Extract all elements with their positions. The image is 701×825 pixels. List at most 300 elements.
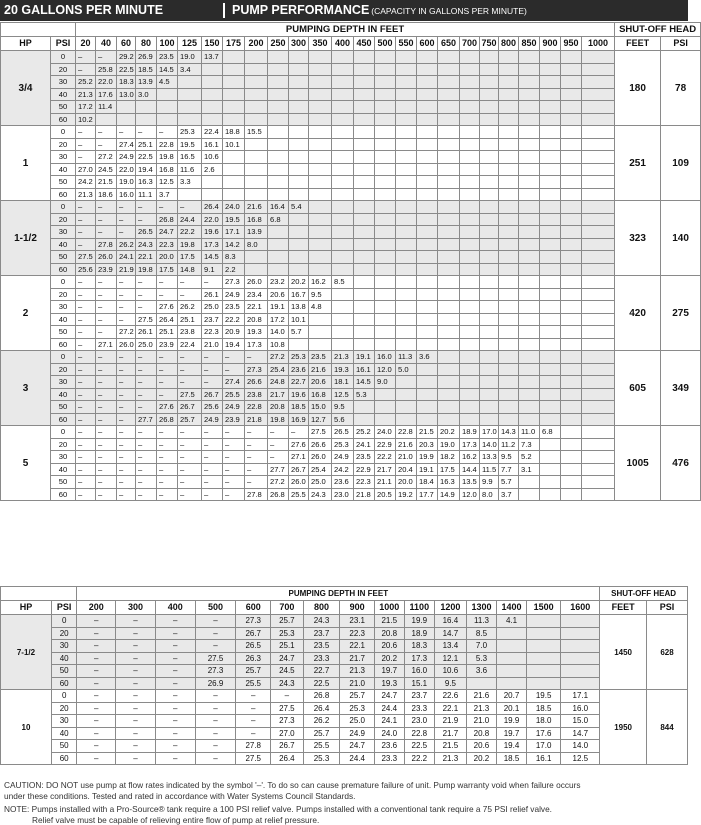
flow-cell <box>178 88 202 101</box>
flow-cell: 7.3 <box>519 438 540 451</box>
flow-cell <box>375 251 396 264</box>
flow-cell: 17.3 <box>460 438 480 451</box>
flow-cell <box>309 51 332 64</box>
flow-cell: 18.4 <box>417 476 438 489</box>
flow-cell <box>375 88 396 101</box>
flow-cell <box>561 251 582 264</box>
table-row <box>1 615 688 628</box>
flow-cell <box>417 238 438 251</box>
flow-cell: 26.0 <box>117 338 136 351</box>
flow-cell: – <box>202 363 223 376</box>
shut-off-psi-cell: 275 <box>661 276 701 351</box>
flow-cell <box>561 652 600 665</box>
flow-cell <box>561 363 582 376</box>
flow-cell: – <box>157 126 178 139</box>
flow-cell: – <box>223 363 245 376</box>
flow-cell <box>375 338 396 351</box>
table-row <box>1 88 701 101</box>
flow-cell: – <box>155 615 195 628</box>
flow-cell <box>499 251 519 264</box>
flow-cell <box>561 627 600 640</box>
flow-cell <box>519 288 540 301</box>
flow-cell: 27.8 <box>245 488 268 501</box>
flow-cell: – <box>155 627 195 640</box>
flow-cell <box>396 326 417 339</box>
flow-cell <box>354 263 375 276</box>
flow-cell <box>561 226 582 239</box>
flow-cell <box>268 138 289 151</box>
flow-cell <box>438 413 460 426</box>
flow-cell: – <box>76 313 96 326</box>
flow-cell: 10.6 <box>202 151 223 164</box>
flow-cell <box>519 326 540 339</box>
flow-cell <box>289 126 309 139</box>
flow-cell: 3.0 <box>136 88 157 101</box>
flow-cell: – <box>157 201 178 214</box>
flow-cell <box>354 313 375 326</box>
depth-header: 200 <box>77 601 116 615</box>
flow-cell: – <box>117 463 136 476</box>
flow-cell: 24.2 <box>332 463 354 476</box>
flow-cell <box>519 113 540 126</box>
flow-cell: 27.5 <box>136 313 157 326</box>
flow-cell <box>540 76 561 89</box>
flow-cell: – <box>202 488 223 501</box>
flow-cell: 20.2 <box>438 426 460 439</box>
flow-cell <box>499 188 519 201</box>
flow-cell <box>540 301 561 314</box>
flow-cell <box>561 301 582 314</box>
flow-cell <box>561 438 582 451</box>
psi-cell: 50 <box>51 101 76 114</box>
flow-cell: 14.5 <box>202 251 223 264</box>
flow-cell: 22.2 <box>223 313 245 326</box>
flow-cell: 27.0 <box>271 727 304 740</box>
flow-cell <box>354 276 375 289</box>
flow-cell: – <box>96 276 117 289</box>
flow-cell: 14.8 <box>178 263 202 276</box>
hp-cell: 7-1/2 <box>1 615 52 690</box>
flow-cell <box>460 313 480 326</box>
flow-cell <box>396 338 417 351</box>
shut-off-feet-cell: 180 <box>615 51 661 126</box>
flow-cell <box>438 63 460 76</box>
flow-cell <box>499 51 519 64</box>
flow-cell: 26.2 <box>117 238 136 251</box>
flow-cell: 25.7 <box>178 413 202 426</box>
flow-cell: 16.3 <box>136 176 157 189</box>
flow-cell: 25.4 <box>309 463 332 476</box>
flow-cell: 3.6 <box>466 665 497 678</box>
flow-cell: 24.3 <box>303 615 340 628</box>
flow-cell <box>396 388 417 401</box>
depth-header: 200 <box>245 37 268 51</box>
flow-cell <box>354 326 375 339</box>
flow-cell <box>582 313 615 326</box>
table-row <box>1 301 701 314</box>
flow-cell <box>540 438 561 451</box>
flow-cell: – <box>271 690 304 703</box>
flow-cell: 20.7 <box>497 690 527 703</box>
flow-cell <box>289 138 309 151</box>
flow-cell: 25.0 <box>309 476 332 489</box>
flow-cell: 26.9 <box>136 51 157 64</box>
flow-cell: – <box>195 715 236 728</box>
flow-cell <box>540 113 561 126</box>
flow-cell: 10.1 <box>223 138 245 151</box>
flow-cell: 25.2 <box>76 76 96 89</box>
flow-cell: 21.5 <box>435 740 467 753</box>
hp-cell: 5 <box>1 426 51 501</box>
flow-cell: 17.0 <box>480 426 499 439</box>
flow-cell: – <box>116 715 156 728</box>
flow-cell: – <box>116 702 156 715</box>
flow-cell: 26.8 <box>303 690 340 703</box>
flow-cell <box>499 376 519 389</box>
flow-cell: 27.4 <box>117 138 136 151</box>
flow-cell <box>268 238 289 251</box>
flow-cell <box>519 401 540 414</box>
flow-cell: 27.5 <box>178 388 202 401</box>
flow-cell <box>460 226 480 239</box>
flow-cell <box>480 251 499 264</box>
flow-cell: 5.3 <box>466 652 497 665</box>
depth-header: 700 <box>271 601 304 615</box>
psi-cell: 50 <box>51 176 76 189</box>
flow-cell: 21.3 <box>332 351 354 364</box>
flow-cell <box>480 388 499 401</box>
flow-cell <box>289 101 309 114</box>
flow-cell: 27.6 <box>157 401 178 414</box>
flow-cell: 22.3 <box>340 627 375 640</box>
table-row <box>1 740 688 753</box>
flow-cell: 27.4 <box>223 376 245 389</box>
header-row-columns <box>1 37 701 51</box>
footnotes <box>4 780 688 825</box>
flow-cell: – <box>77 752 116 765</box>
flow-cell: – <box>136 488 157 501</box>
flow-cell: – <box>178 276 202 289</box>
flow-cell <box>309 163 332 176</box>
shut-off-feet-cell: 1450 <box>600 615 647 690</box>
flow-cell: 26.4 <box>303 702 340 715</box>
flow-cell <box>561 326 582 339</box>
flow-cell <box>519 488 540 501</box>
flow-cell: – <box>76 63 96 76</box>
flow-cell: 25.7 <box>271 615 304 628</box>
flow-cell: 12.0 <box>460 488 480 501</box>
flow-cell: 20.1 <box>497 702 527 715</box>
flow-cell <box>289 63 309 76</box>
flow-cell <box>519 363 540 376</box>
flow-cell <box>245 151 268 164</box>
psi-cell: 50 <box>51 476 76 489</box>
depth-header: 100 <box>157 37 178 51</box>
psi-cell: 40 <box>51 727 76 740</box>
flow-cell: 5.7 <box>499 476 519 489</box>
flow-cell <box>460 401 480 414</box>
flow-cell: 18.5 <box>289 401 309 414</box>
flow-cell <box>332 138 354 151</box>
table-row <box>1 163 701 176</box>
flow-cell <box>480 63 499 76</box>
flow-cell <box>540 388 561 401</box>
flow-cell: 12.7 <box>309 413 332 426</box>
flow-cell: – <box>76 126 96 139</box>
flow-cell <box>582 426 615 439</box>
flow-cell: 19.2 <box>396 488 417 501</box>
flow-cell <box>582 238 615 251</box>
flow-cell <box>540 276 561 289</box>
flow-cell <box>460 63 480 76</box>
flow-cell: 2.6 <box>202 163 223 176</box>
flow-cell: – <box>136 426 157 439</box>
table-row <box>1 413 701 426</box>
psi-cell: 60 <box>51 752 76 765</box>
psi-cell: 0 <box>51 126 76 139</box>
table-row <box>1 138 701 151</box>
flow-cell <box>202 88 223 101</box>
flow-cell <box>309 151 332 164</box>
flow-cell: 23.7 <box>303 627 340 640</box>
flow-cell <box>499 163 519 176</box>
flow-cell <box>289 226 309 239</box>
flow-cell <box>526 640 561 653</box>
flow-cell <box>396 88 417 101</box>
flow-cell <box>480 201 499 214</box>
flow-cell: – <box>236 727 271 740</box>
flow-cell <box>223 113 245 126</box>
flow-cell <box>289 188 309 201</box>
flow-cell <box>289 238 309 251</box>
flow-cell: 25.3 <box>289 351 309 364</box>
flow-cell: 20.0 <box>396 476 417 489</box>
flow-cell: 24.7 <box>271 652 304 665</box>
flow-cell <box>332 213 354 226</box>
flow-cell: 22.0 <box>96 76 117 89</box>
flow-cell <box>268 151 289 164</box>
flow-cell: – <box>223 451 245 464</box>
flow-cell: 21.8 <box>354 488 375 501</box>
flow-cell: 22.4 <box>202 126 223 139</box>
flow-cell <box>480 126 499 139</box>
flow-cell <box>332 163 354 176</box>
flow-cell <box>202 76 223 89</box>
flow-cell <box>582 388 615 401</box>
flow-cell: – <box>268 438 289 451</box>
header-row-columns <box>1 601 688 615</box>
flow-cell <box>480 263 499 276</box>
flow-cell <box>499 338 519 351</box>
flow-cell: 24.9 <box>340 727 375 740</box>
flow-cell: – <box>268 426 289 439</box>
flow-cell: 19.3 <box>374 677 404 690</box>
flow-cell: 19.8 <box>178 238 202 251</box>
flow-cell <box>157 88 178 101</box>
flow-cell: 22.9 <box>375 438 396 451</box>
flow-cell: 23.8 <box>245 388 268 401</box>
flow-cell <box>582 351 615 364</box>
flow-cell <box>117 101 136 114</box>
flow-cell <box>223 63 245 76</box>
flow-cell <box>375 113 396 126</box>
psi-cell: 40 <box>51 463 76 476</box>
table-row <box>1 126 701 139</box>
flow-cell <box>561 188 582 201</box>
flow-cell: – <box>77 615 116 628</box>
flow-cell <box>582 101 615 114</box>
flow-cell: – <box>157 476 178 489</box>
flow-cell <box>561 640 600 653</box>
psi-cell: 50 <box>51 401 76 414</box>
flow-cell <box>309 251 332 264</box>
flow-cell: – <box>77 690 116 703</box>
flow-cell <box>561 351 582 364</box>
flow-cell <box>354 176 375 189</box>
flow-cell: 5.0 <box>396 363 417 376</box>
flow-cell: – <box>195 752 236 765</box>
flow-cell: 22.8 <box>157 138 178 151</box>
flow-cell: 21.7 <box>435 727 467 740</box>
flow-cell <box>417 326 438 339</box>
flow-cell <box>582 363 615 376</box>
flow-cell <box>540 263 561 276</box>
flow-cell: 22.8 <box>404 727 435 740</box>
table-row <box>1 188 701 201</box>
flow-cell <box>582 188 615 201</box>
flow-cell <box>499 76 519 89</box>
flow-cell: 19.9 <box>497 715 527 728</box>
flow-cell <box>202 101 223 114</box>
flow-cell <box>268 176 289 189</box>
flow-cell <box>223 101 245 114</box>
flow-cell: 10.8 <box>268 338 289 351</box>
flow-cell: 25.7 <box>340 690 375 703</box>
flow-cell <box>582 51 615 64</box>
flow-cell <box>396 263 417 276</box>
flow-cell: – <box>202 476 223 489</box>
flow-cell: 21.1 <box>375 476 396 489</box>
flow-cell <box>268 101 289 114</box>
flow-cell <box>480 213 499 226</box>
flow-cell <box>540 401 561 414</box>
flow-cell: 12.5 <box>332 388 354 401</box>
psi-cell: 60 <box>51 338 76 351</box>
flow-cell <box>438 288 460 301</box>
flow-cell <box>375 401 396 414</box>
flow-cell <box>245 163 268 176</box>
flow-cell: 26.6 <box>309 438 332 451</box>
flow-cell <box>499 238 519 251</box>
flow-cell <box>136 113 157 126</box>
flow-cell <box>519 251 540 264</box>
psi-cell: 30 <box>51 301 76 314</box>
flow-cell: 17.5 <box>438 463 460 476</box>
flow-cell <box>438 213 460 226</box>
flow-cell <box>136 101 157 114</box>
flow-cell <box>396 51 417 64</box>
flow-cell <box>375 413 396 426</box>
flow-cell: – <box>136 213 157 226</box>
flow-cell <box>540 476 561 489</box>
depth-header: 250 <box>268 37 289 51</box>
flow-cell <box>309 263 332 276</box>
table-row <box>1 313 701 326</box>
header-row-group <box>1 587 688 601</box>
flow-cell <box>417 101 438 114</box>
flow-cell <box>519 151 540 164</box>
flow-cell: 17.7 <box>417 488 438 501</box>
flow-cell: 19.9 <box>404 615 435 628</box>
flow-cell: 18.9 <box>460 426 480 439</box>
flow-cell: – <box>96 126 117 139</box>
flow-cell: – <box>76 426 96 439</box>
flow-cell <box>354 288 375 301</box>
flow-cell: 23.9 <box>157 338 178 351</box>
flow-cell: 18.1 <box>332 376 354 389</box>
flow-cell: – <box>136 301 157 314</box>
psi-cell: 30 <box>51 640 76 653</box>
flow-cell: – <box>76 338 96 351</box>
flow-cell <box>582 463 615 476</box>
flow-cell: 24.4 <box>374 702 404 715</box>
flow-cell: 9.0 <box>375 376 396 389</box>
flow-cell <box>375 138 396 151</box>
flow-cell <box>561 138 582 151</box>
flow-cell <box>497 652 527 665</box>
flow-cell: 25.3 <box>340 702 375 715</box>
depth-header: 150 <box>202 37 223 51</box>
flow-cell <box>354 413 375 426</box>
psi-cell: 20 <box>51 363 76 376</box>
flow-cell: – <box>96 438 117 451</box>
flow-cell <box>438 101 460 114</box>
flow-cell <box>499 126 519 139</box>
flow-cell: 24.1 <box>117 251 136 264</box>
flow-cell <box>157 101 178 114</box>
flow-cell <box>417 176 438 189</box>
flow-cell: 20.3 <box>417 438 438 451</box>
flow-cell <box>396 413 417 426</box>
psi-cell: 30 <box>51 451 76 464</box>
flow-cell: 26.8 <box>157 413 178 426</box>
flow-cell <box>497 627 527 640</box>
flow-cell <box>417 288 438 301</box>
flow-cell <box>309 313 332 326</box>
psi-cell: 0 <box>51 276 76 289</box>
flow-cell <box>375 326 396 339</box>
flow-cell <box>332 288 354 301</box>
flow-cell: – <box>223 426 245 439</box>
shut-off-feet-cell: 605 <box>615 351 661 426</box>
psi-cell: 20 <box>51 288 76 301</box>
flow-cell <box>438 363 460 376</box>
flow-cell <box>480 226 499 239</box>
flow-cell <box>438 176 460 189</box>
flow-cell <box>480 188 499 201</box>
flow-cell <box>499 388 519 401</box>
flow-cell <box>519 413 540 426</box>
flow-cell: 3.1 <box>519 463 540 476</box>
flow-cell <box>582 413 615 426</box>
flow-cell: – <box>96 138 117 151</box>
table-row <box>1 665 688 678</box>
flow-cell <box>561 213 582 226</box>
flow-cell <box>561 451 582 464</box>
flow-cell <box>582 251 615 264</box>
flow-cell: – <box>117 426 136 439</box>
flow-cell: – <box>77 740 116 753</box>
